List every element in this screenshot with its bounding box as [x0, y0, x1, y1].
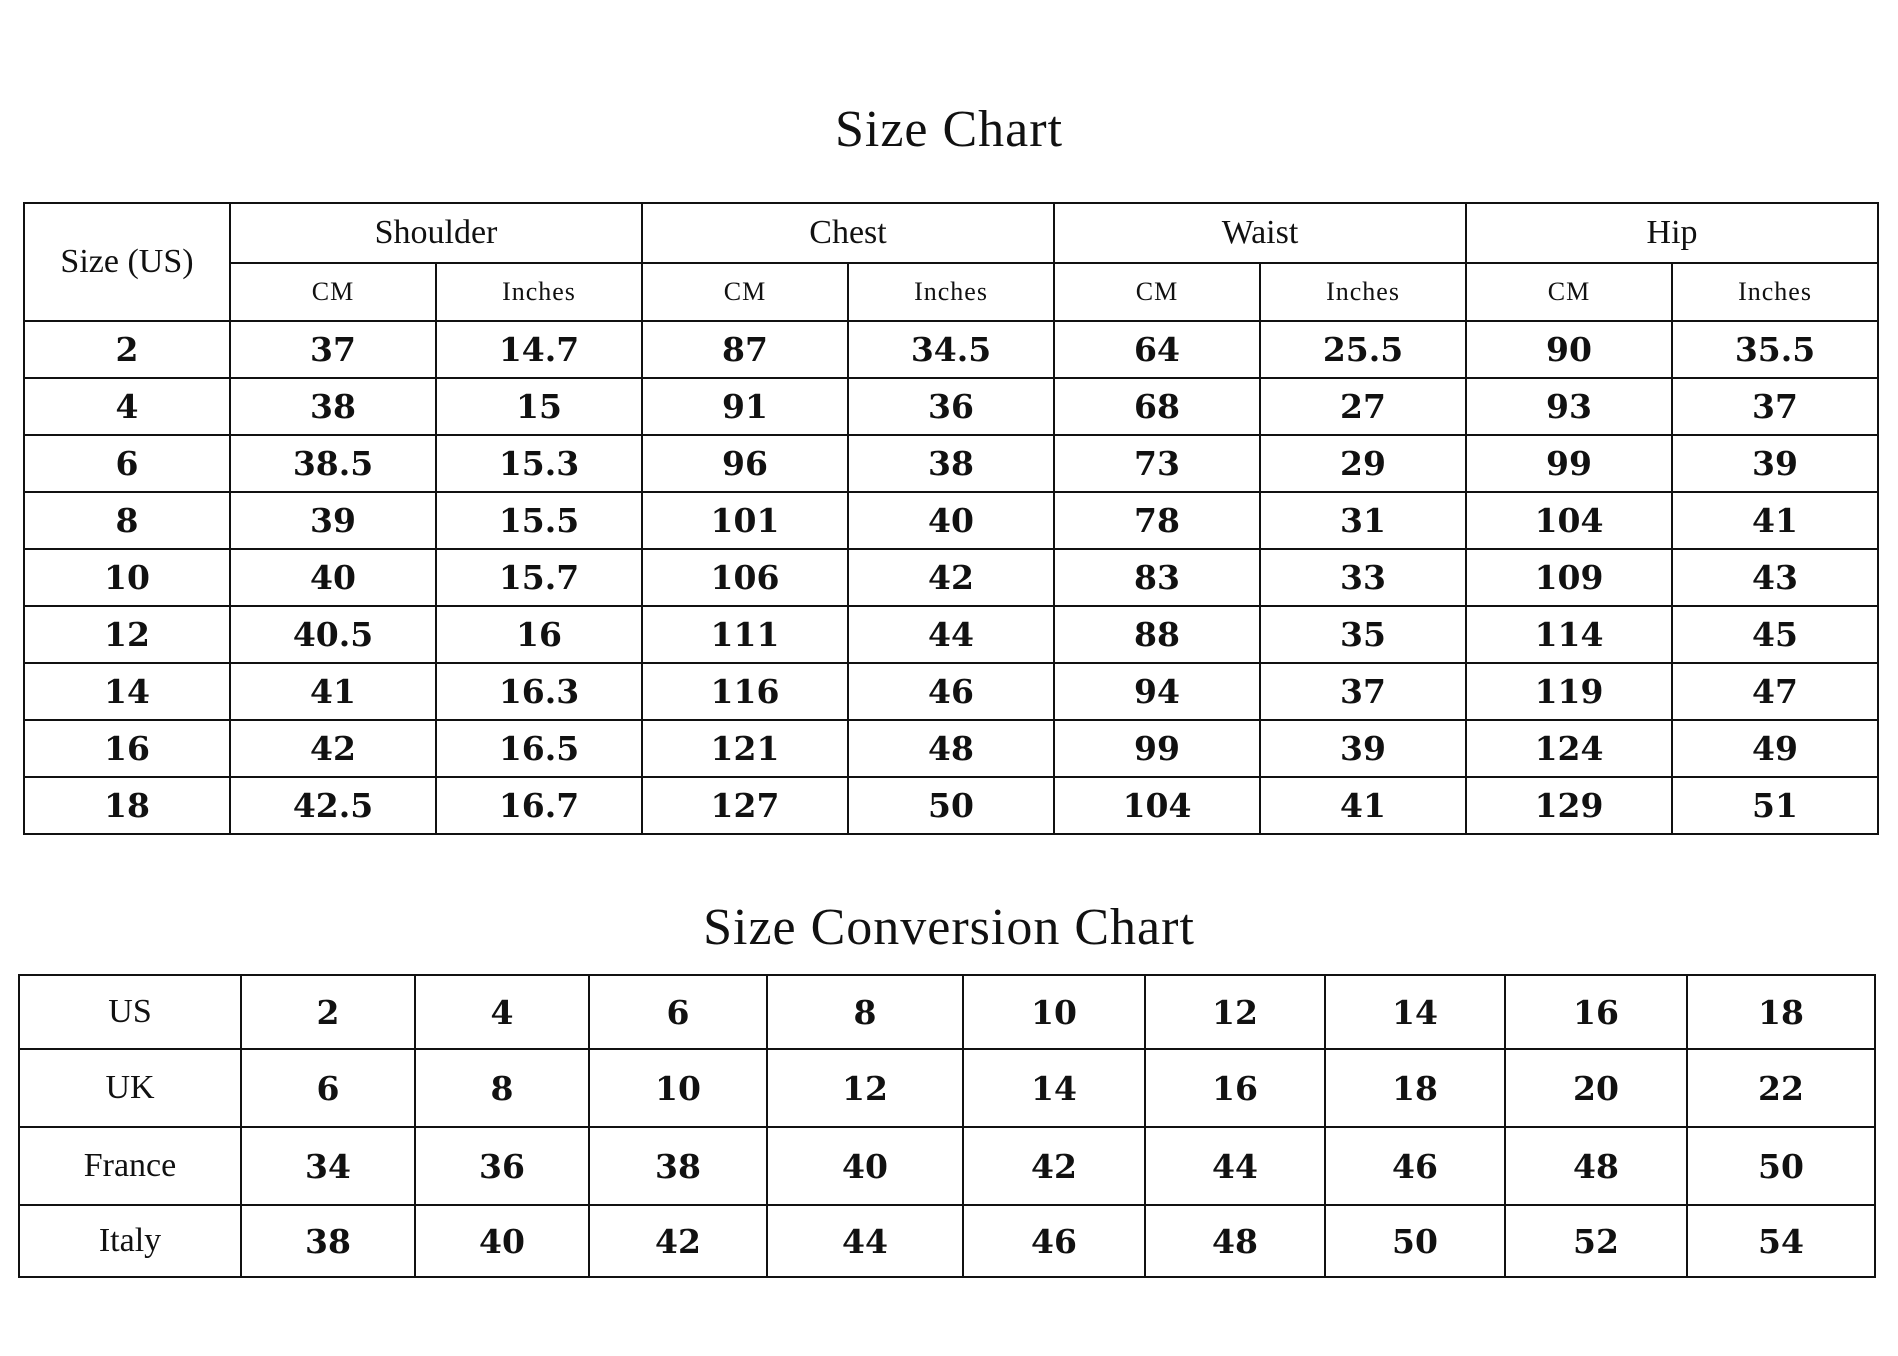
conversion-cell: 8 [415, 1049, 589, 1127]
measurement-cell: 34.5 [848, 321, 1054, 378]
measurement-cell: 38 [230, 378, 436, 435]
table-row [24, 492, 1878, 549]
conversion-cell: 22 [1687, 1049, 1875, 1127]
measurement-cell: 119 [1466, 663, 1672, 720]
measurement-cell: 16.3 [436, 663, 642, 720]
measurement-cell: 25.5 [1260, 321, 1466, 378]
unit-header: CM [1054, 263, 1260, 321]
conversion-cell: 20 [1505, 1049, 1687, 1127]
measurement-cell: 48 [848, 720, 1054, 777]
measurement-cell: 109 [1466, 549, 1672, 606]
measurement-cell: 42 [848, 549, 1054, 606]
conversion-cell: 38 [241, 1205, 415, 1277]
size-cell: 14 [24, 663, 230, 720]
table-row [19, 1205, 1875, 1277]
measurement-cell: 101 [642, 492, 848, 549]
measurement-cell: 68 [1054, 378, 1260, 435]
measurement-cell: 49 [1672, 720, 1878, 777]
unit-header: Inches [848, 263, 1054, 321]
conversion-cell: 14 [963, 1049, 1145, 1127]
measurement-cell: 87 [642, 321, 848, 378]
conversion-cell: 16 [1505, 975, 1687, 1049]
measurement-cell: 38.5 [230, 435, 436, 492]
measurement-cell: 106 [642, 549, 848, 606]
measurement-cell: 129 [1466, 777, 1672, 834]
conversion-cell: 40 [415, 1205, 589, 1277]
waist-header: Waist [1054, 203, 1466, 263]
table-row [24, 663, 1878, 720]
measurement-cell: 39 [230, 492, 436, 549]
measurement-cell: 116 [642, 663, 848, 720]
conversion-cell: 44 [1145, 1127, 1325, 1205]
size-cell: 2 [24, 321, 230, 378]
measurement-cell: 45 [1672, 606, 1878, 663]
region-label: Italy [19, 1205, 241, 1277]
shoulder-header: Shoulder [230, 203, 642, 263]
conversion-cell: 40 [767, 1127, 963, 1205]
measurement-cell: 41 [1672, 492, 1878, 549]
table-row [24, 777, 1878, 834]
unit-header: CM [230, 263, 436, 321]
measurement-cell: 35 [1260, 606, 1466, 663]
conversion-cell: 16 [1145, 1049, 1325, 1127]
measurement-cell: 29 [1260, 435, 1466, 492]
measurement-cell: 121 [642, 720, 848, 777]
measurement-cell: 31 [1260, 492, 1466, 549]
size-cell: 12 [24, 606, 230, 663]
conversion-cell: 44 [767, 1205, 963, 1277]
conversion-cell: 2 [241, 975, 415, 1049]
size-cell: 10 [24, 549, 230, 606]
measurement-cell: 33 [1260, 549, 1466, 606]
measurement-cell: 73 [1054, 435, 1260, 492]
measurement-cell: 46 [848, 663, 1054, 720]
measurement-cell: 14.7 [436, 321, 642, 378]
measurement-cell: 43 [1672, 549, 1878, 606]
measurement-cell: 96 [642, 435, 848, 492]
table-row [19, 1049, 1875, 1127]
measurement-cell: 16.5 [436, 720, 642, 777]
measurement-cell: 39 [1260, 720, 1466, 777]
unit-header: CM [1466, 263, 1672, 321]
size-chart-table [23, 202, 1879, 835]
size-cell: 18 [24, 777, 230, 834]
measurement-cell: 16 [436, 606, 642, 663]
conversion-cell: 38 [589, 1127, 767, 1205]
table-row [24, 549, 1878, 606]
conversion-cell: 42 [963, 1127, 1145, 1205]
measurement-cell: 37 [1260, 663, 1466, 720]
conversion-cell: 48 [1505, 1127, 1687, 1205]
conversion-cell: 12 [767, 1049, 963, 1127]
measurement-cell: 16.7 [436, 777, 642, 834]
conversion-cell: 46 [1325, 1127, 1505, 1205]
measurement-cell: 40.5 [230, 606, 436, 663]
conversion-cell: 8 [767, 975, 963, 1049]
measurement-cell: 64 [1054, 321, 1260, 378]
size-us-header: Size (US) [24, 203, 230, 321]
conversion-cell: 34 [241, 1127, 415, 1205]
size-cell: 8 [24, 492, 230, 549]
measurement-cell: 40 [230, 549, 436, 606]
unit-header: Inches [436, 263, 642, 321]
measurement-cell: 99 [1054, 720, 1260, 777]
size-cell: 16 [24, 720, 230, 777]
unit-header: CM [642, 263, 848, 321]
size-cell: 4 [24, 378, 230, 435]
table-row [24, 378, 1878, 435]
measurement-cell: 93 [1466, 378, 1672, 435]
conversion-chart-title: Size Conversion Chart [703, 899, 1195, 956]
measurement-cell: 27 [1260, 378, 1466, 435]
conversion-cell: 50 [1687, 1127, 1875, 1205]
conversion-cell: 12 [1145, 975, 1325, 1049]
conversion-cell: 18 [1325, 1049, 1505, 1127]
measurement-cell: 42.5 [230, 777, 436, 834]
size-chart-title: Size Chart [834, 101, 1064, 158]
conversion-cell: 4 [415, 975, 589, 1049]
conversion-cell: 6 [589, 975, 767, 1049]
conversion-cell: 36 [415, 1127, 589, 1205]
region-label: France [19, 1127, 241, 1205]
measurement-cell: 99 [1466, 435, 1672, 492]
unit-header: Inches [1672, 263, 1878, 321]
measurement-cell: 35.5 [1672, 321, 1878, 378]
measurement-cell: 42 [230, 720, 436, 777]
measurement-cell: 37 [230, 321, 436, 378]
table-row [24, 720, 1878, 777]
conversion-cell: 10 [589, 1049, 767, 1127]
conversion-cell: 14 [1325, 975, 1505, 1049]
chest-header: Chest [642, 203, 1054, 263]
unit-header: Inches [1260, 263, 1466, 321]
measurement-cell: 51 [1672, 777, 1878, 834]
region-label: UK [19, 1049, 241, 1127]
measurement-cell: 36 [848, 378, 1054, 435]
measurement-cell: 94 [1054, 663, 1260, 720]
conversion-cell: 18 [1687, 975, 1875, 1049]
measurement-cell: 38 [848, 435, 1054, 492]
measurement-cell: 90 [1466, 321, 1672, 378]
measurement-cell: 41 [1260, 777, 1466, 834]
conversion-cell: 46 [963, 1205, 1145, 1277]
conversion-cell: 50 [1325, 1205, 1505, 1277]
measurement-cell: 40 [848, 492, 1054, 549]
measurement-cell: 78 [1054, 492, 1260, 549]
measurement-cell: 47 [1672, 663, 1878, 720]
conversion-cell: 6 [241, 1049, 415, 1127]
conversion-cell: 52 [1505, 1205, 1687, 1277]
measurement-cell: 15.7 [436, 549, 642, 606]
measurement-cell: 114 [1466, 606, 1672, 663]
hip-header: Hip [1466, 203, 1878, 263]
measurement-cell: 88 [1054, 606, 1260, 663]
measurement-cell: 41 [230, 663, 436, 720]
table-row [19, 1127, 1875, 1205]
measurement-cell: 83 [1054, 549, 1260, 606]
conversion-cell: 10 [963, 975, 1145, 1049]
table-row [24, 435, 1878, 492]
conversion-cell: 48 [1145, 1205, 1325, 1277]
table-row [19, 975, 1875, 1049]
measurement-cell: 15 [436, 378, 642, 435]
measurement-cell: 44 [848, 606, 1054, 663]
measurement-cell: 37 [1672, 378, 1878, 435]
measurement-cell: 15.5 [436, 492, 642, 549]
table-row [24, 606, 1878, 663]
conversion-cell: 54 [1687, 1205, 1875, 1277]
size-cell: 6 [24, 435, 230, 492]
table-row [24, 321, 1878, 378]
measurement-cell: 124 [1466, 720, 1672, 777]
measurement-cell: 50 [848, 777, 1054, 834]
conversion-cell: 42 [589, 1205, 767, 1277]
measurement-cell: 104 [1466, 492, 1672, 549]
measurement-cell: 111 [642, 606, 848, 663]
measurement-cell: 104 [1054, 777, 1260, 834]
measurement-cell: 39 [1672, 435, 1878, 492]
measurement-cell: 91 [642, 378, 848, 435]
conversion-chart-table [18, 974, 1876, 1278]
region-label: US [19, 975, 241, 1049]
measurement-cell: 127 [642, 777, 848, 834]
measurement-cell: 15.3 [436, 435, 642, 492]
